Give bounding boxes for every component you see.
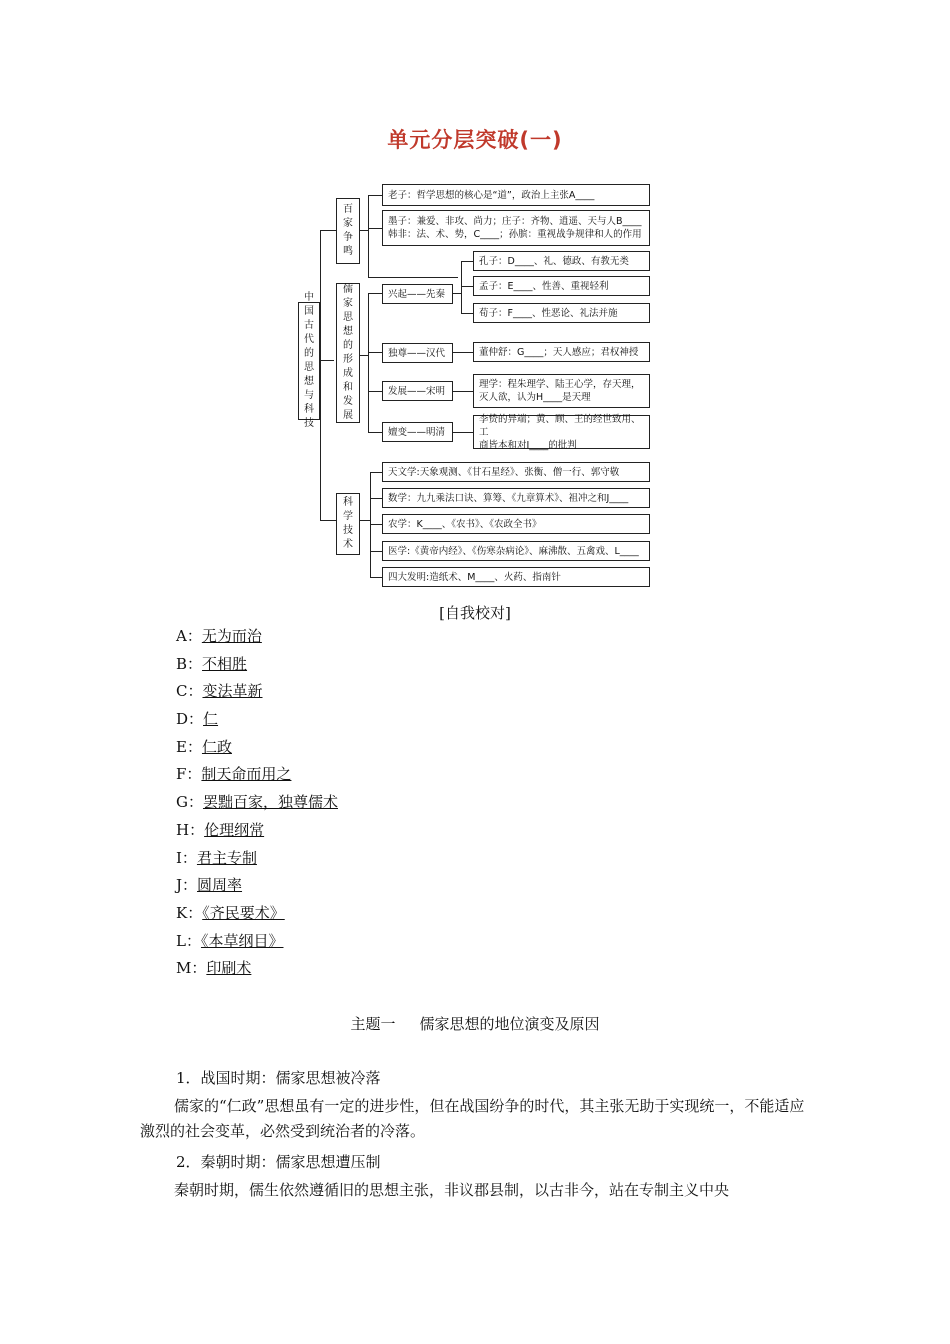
answer-key: L： — [176, 931, 201, 950]
baijia-item-line: 韩非：法、术、势，C____；孙膑：重视战争规律和人的作用 — [388, 229, 642, 240]
answer-value: 变法革新 — [202, 682, 263, 701]
answer-item — [176, 708, 338, 736]
stage-xingqi: 兴起——先秦 — [382, 284, 453, 304]
tuibian-item-line: 李贽的异端；黄、顾、王的经世致用、工 — [479, 413, 641, 438]
page-title: 单元分层突破(一) — [387, 128, 563, 152]
self-check-heading: [自我校对] — [439, 604, 511, 622]
topic-text: 儒家思想的地位演变及原因 — [419, 1015, 600, 1033]
group-baijia: 百家争鸣 — [336, 198, 360, 264]
stage-tuibian: 嬗变——明清 — [382, 422, 453, 442]
keji-item: 数学：九九乘法口诀、算筹、《九章算术》、祖冲之和J____ — [382, 488, 650, 508]
stage-fazhan: 发展——宋明 — [382, 381, 453, 401]
section-body: 秦朝时期，儒生依然遵循旧的思想主张，非议郡县制，以古非今，站在专制主义中央 — [174, 1181, 730, 1199]
baijia-item-line: 墨子：兼爱、非攻、尚力；庄子：齐物、逍遥、天与人B____ — [388, 216, 642, 227]
answer-item — [176, 625, 338, 653]
answer-key: H： — [176, 820, 205, 839]
xingqi-item: 孟子：E____、性善、重视轻利 — [473, 276, 650, 296]
answer-key: G： — [176, 793, 203, 812]
section-heading: 2．秦朝时期：儒家思想遭压制 — [176, 1153, 381, 1171]
answer-key: D： — [176, 710, 204, 729]
answer-item — [176, 653, 338, 681]
keji-item: 四大发明:造纸术、M____、火药、指南针 — [382, 567, 650, 587]
answer-value: 罢黜百家，独尊儒术 — [202, 793, 338, 812]
fazhan-item-line: 灭人欲，认为H____是天理 — [479, 392, 591, 403]
baijia-item — [382, 210, 650, 246]
duzun-item: 董仲舒：G____；天人感应；君权神授 — [473, 342, 650, 362]
tuibian-item-line: 商皆本和对I____的批判 — [479, 439, 577, 451]
fazhan-item-line: 理学：程朱理学、陆王心学，存天理， — [479, 379, 641, 390]
answer-value: 印刷术 — [206, 959, 252, 978]
root-node: 中国古代的思想与科技 — [298, 302, 320, 420]
answer-item — [176, 819, 338, 847]
answer-value: 仁政 — [201, 737, 232, 756]
answer-key: F： — [176, 765, 202, 784]
keji-item: 医学:《黄帝内经》、《伤寒杂病论》、麻沸散、五禽戏、L____ — [382, 541, 650, 561]
answer-item — [176, 874, 338, 902]
answer-value: 制天命而用之 — [201, 765, 292, 784]
tuibian-item — [473, 415, 650, 449]
answer-item — [176, 902, 338, 930]
answer-value: 无为而治 — [201, 627, 262, 645]
answer-key: A： — [176, 627, 202, 645]
answer-item — [176, 847, 338, 875]
xingqi-item: 孔子：D____、礼、德政、有教无类 — [473, 251, 650, 271]
answer-key: E： — [176, 737, 202, 756]
keji-item: 天文学:天象观测、《甘石星经》、张衡、僧一行、郭守敬 — [382, 462, 650, 482]
answer-value: 《本草纲目》 — [200, 931, 284, 950]
stage-duzun: 独尊——汉代 — [382, 343, 453, 363]
answer-key: M： — [176, 959, 207, 978]
topic-label: 主题一 — [350, 1015, 396, 1033]
topic-heading — [0, 1013, 950, 1034]
answer-value: 仁 — [203, 710, 219, 729]
answer-value: 《齐民要术》 — [202, 903, 285, 922]
xingqi-item: 荀子：F____、性恶论、礼法并施 — [473, 303, 650, 323]
section-heading: 1．战国时期：儒家思想被冷落 — [176, 1069, 381, 1087]
answer-value: 圆周率 — [197, 876, 243, 895]
answer-item — [176, 736, 338, 764]
group-keji: 科学技术 — [336, 493, 360, 555]
answer-item — [176, 957, 338, 985]
section-body: 儒家的“仁政”思想虽有一定的进步性，但在战国纷争的时代，其主张无助于实现统一，不能适应激烈的社会变革，必然受到统治者的冷落。 — [140, 1097, 805, 1140]
answer-key: I： — [176, 848, 197, 867]
knowledge-tree-diagram — [0, 0, 950, 600]
answer-value: 不相胜 — [202, 654, 248, 673]
answer-item — [176, 791, 338, 819]
answer-item — [176, 930, 338, 958]
answer-key: K： — [176, 903, 203, 922]
answer-item — [176, 680, 338, 708]
fazhan-item — [473, 374, 650, 408]
answer-key: J： — [176, 876, 198, 895]
keji-item: 农学：K____、《农书》、《农政全书》 — [382, 514, 650, 534]
answer-list — [176, 625, 338, 985]
answer-key: C： — [176, 682, 203, 701]
group-rujia: 儒家思想的形成和发展 — [336, 283, 360, 423]
answer-key: B： — [176, 654, 203, 673]
baijia-item: 老子：哲学思想的核心是“道”，政治上主张A____ — [382, 184, 650, 206]
answer-value: 伦理纲常 — [204, 820, 265, 839]
answer-value: 君主专制 — [196, 848, 257, 867]
answer-item — [176, 763, 338, 791]
